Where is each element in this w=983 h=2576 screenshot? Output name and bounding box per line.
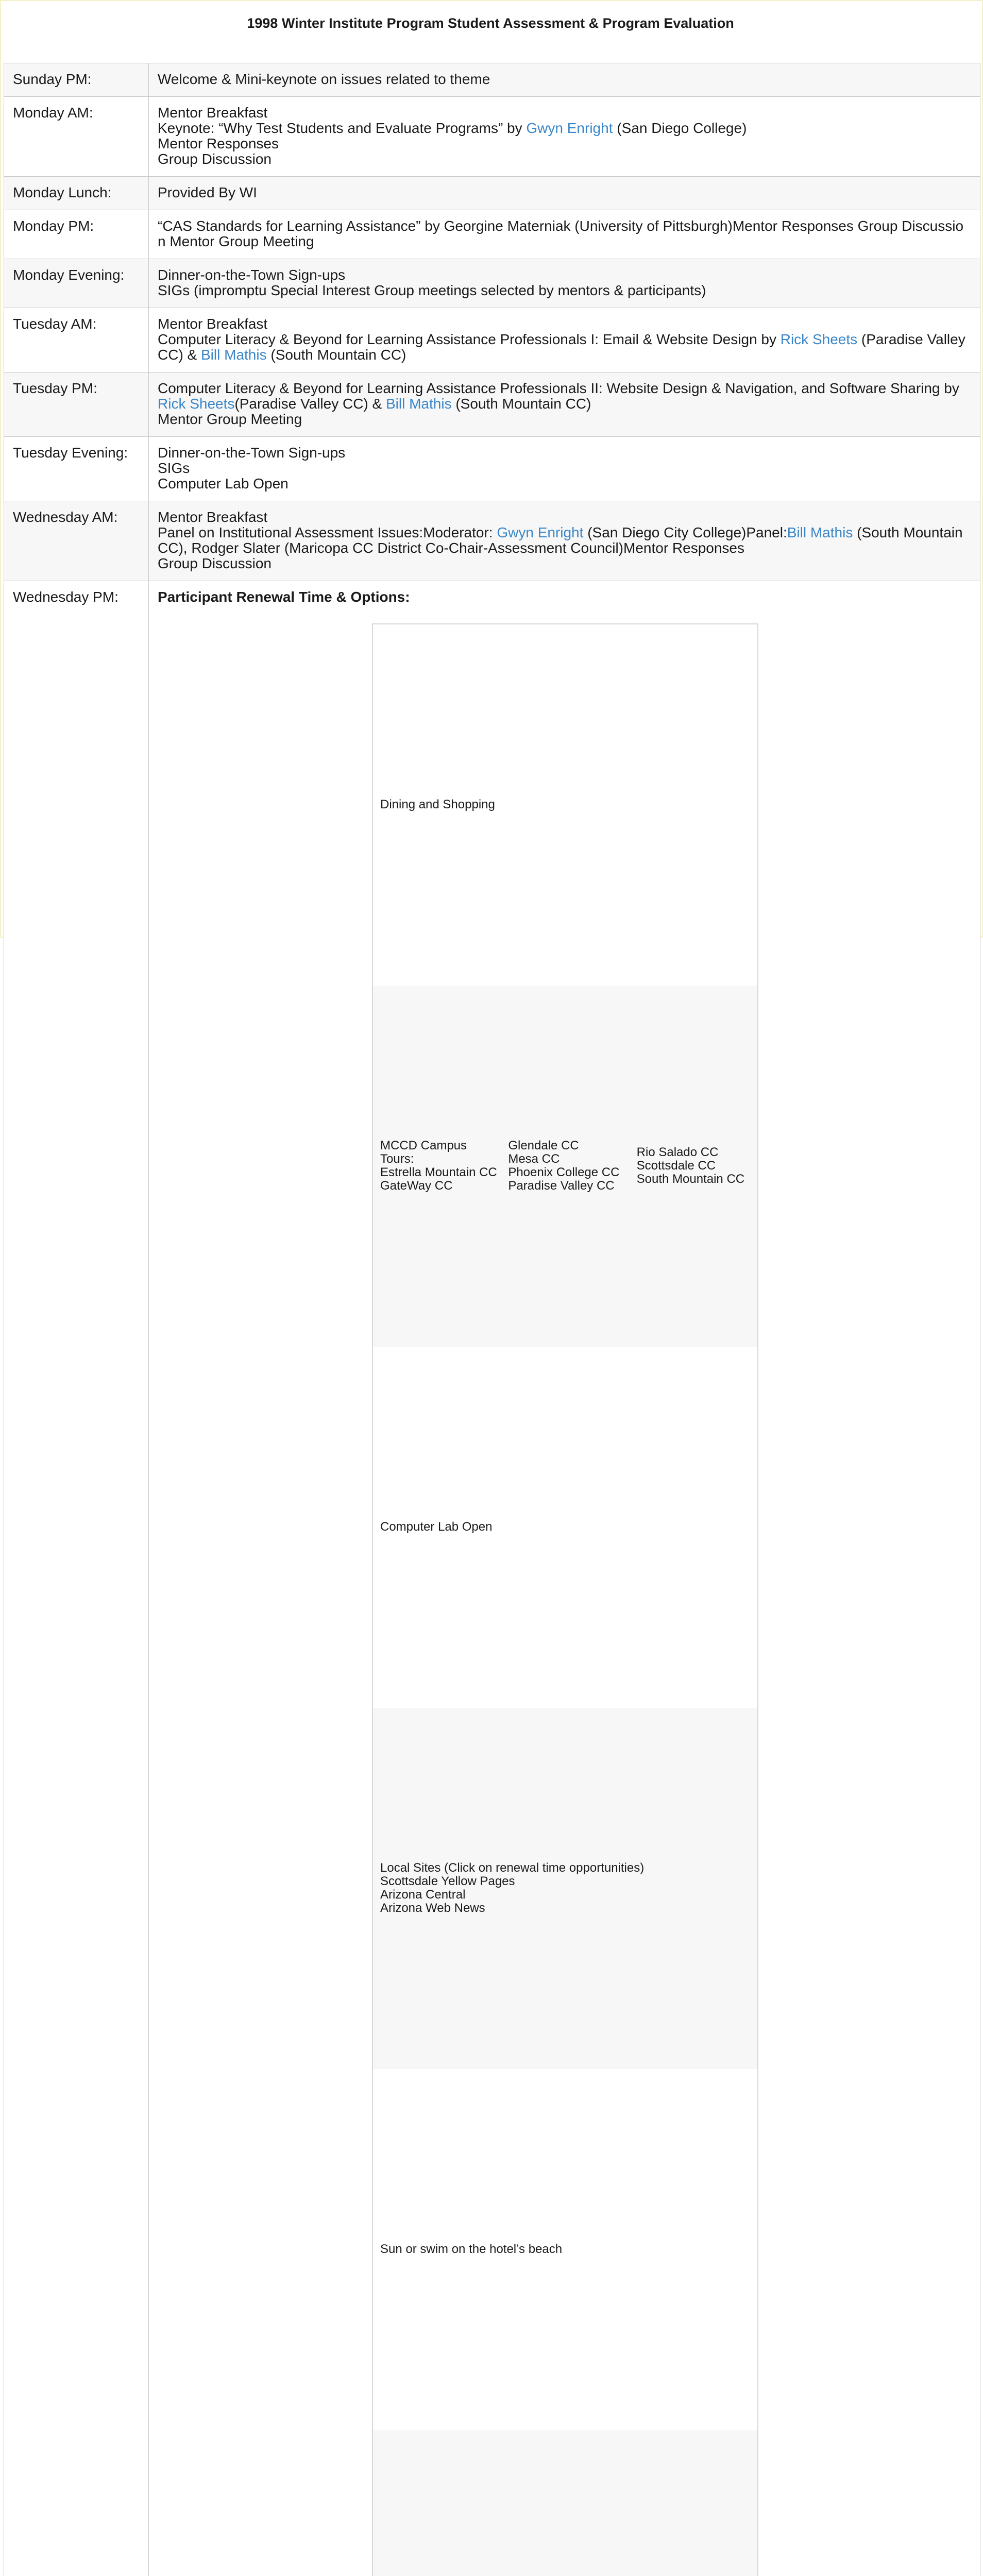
presenter-link-gwyn-enright[interactable]: Gwyn Enright (497, 524, 583, 540)
session-line: Mentor Responses (158, 136, 972, 151)
day-label: Wednesday AM: (4, 501, 149, 581)
page-title: 1998 Winter Institute Program Student Assessment & Program Evaluation (0, 0, 981, 63)
session-cell (149, 63, 980, 97)
session-cell (149, 259, 980, 308)
presenter-link-bill-mathis[interactable]: Bill Mathis (386, 396, 452, 412)
day-label: Monday AM: (4, 97, 149, 177)
table-row (4, 501, 980, 581)
session-line: Computer Lab Open (158, 476, 972, 492)
session-line: Mentor Breakfast (158, 316, 972, 332)
session-line: Mentor Breakfast (158, 105, 972, 121)
session-text: (South Mountain CC) (452, 396, 591, 412)
session-text: (Paradise Valley CC) & (234, 396, 386, 412)
tours-label: MCCD Campus (380, 1139, 501, 1153)
session-line (158, 332, 972, 363)
presenter-link-bill-mathis[interactable]: Bill Mathis (787, 524, 853, 540)
table-row (4, 372, 980, 437)
session-cell (149, 581, 980, 2576)
session-text: Keynote: “Why Test Students and Evaluate Programs” by (158, 120, 526, 136)
session-line: Mentor Breakfast (158, 510, 972, 525)
session-line: SIGs (impromptu Special Interest Group meetings selected by mentors & participants) (158, 283, 972, 298)
session-line: Group Discussion (158, 151, 972, 167)
schedule-table (4, 63, 980, 2576)
presenter-link-rick-sheets[interactable]: Rick Sheets (158, 396, 234, 412)
session-line (158, 121, 972, 136)
session-line: Group Discussion (158, 556, 972, 571)
session-line: Dinner-on-the-Town Sign-ups (158, 445, 972, 461)
campus-item: Rio Salado CC (637, 1146, 750, 1159)
day-label: Tuesday Evening: (4, 437, 149, 501)
campus-item: Paradise Valley CC (508, 1179, 629, 1193)
session-text: Computer Literacy & Beyond for Learning Assistance Professionals II: Website Design & Navigation, and Software Sharing by (158, 380, 959, 396)
campus-item: Mesa CC (508, 1153, 629, 1166)
campus-tours-col-1 (372, 986, 501, 1347)
table-row (4, 177, 980, 210)
session-text: (South Mountain CC) (267, 347, 406, 363)
session-cell (149, 501, 980, 581)
local-sites-line: Scottsdale Yellow Pages (380, 1875, 750, 1888)
presenter-link-gwyn-enright[interactable]: Gwyn Enright (526, 120, 613, 136)
renewal-heading: Participant Renewal Time & Options: (158, 589, 972, 605)
session-text: (South Mountain CC), Rodger Slater (Maricopa CC District Co-Chair-Assessment Council)Mentor Responses (158, 524, 963, 556)
session-line: Welcome & Mini-keynote on issues related to theme (158, 72, 972, 87)
local-sites-line: Local Sites (Click on renewal time opportunities) (380, 1861, 750, 1875)
presenter-link-bill-mathis[interactable]: Bill Mathis (201, 347, 267, 363)
option-row (372, 2069, 758, 2430)
option-on-your-own (372, 2430, 758, 2576)
local-sites-line: Arizona Web News (380, 1902, 750, 1915)
option-row (372, 1347, 758, 1708)
session-cell (149, 210, 980, 259)
local-sites-line: Arizona Central (380, 1888, 750, 1902)
campus-tours-col-2 (501, 986, 629, 1347)
session-line: Provided By WI (158, 185, 972, 200)
table-row (4, 437, 980, 501)
day-label: Monday PM: (4, 210, 149, 259)
campus-item: Phoenix College CC (508, 1166, 629, 1179)
day-label: Monday Lunch: (4, 177, 149, 210)
session-cell (149, 437, 980, 501)
session-text: Panel on Institutional Assessment Issues:Moderator: (158, 524, 497, 540)
day-label: Wednesday PM: (4, 581, 149, 2576)
table-row (4, 210, 980, 259)
session-cell (149, 372, 980, 437)
campus-item: GateWay CC (380, 1179, 501, 1193)
day-label: Monday Evening: (4, 259, 149, 308)
option-row (372, 2430, 758, 2576)
session-cell (149, 177, 980, 210)
session-line: SIGs (158, 461, 972, 476)
campus-item: Scottsdale CC (637, 1159, 750, 1173)
session-line: Mentor Group Meeting (158, 412, 972, 427)
renewal-options-table (372, 623, 758, 2576)
session-cell (149, 97, 980, 177)
presenter-link-rick-sheets[interactable]: Rick Sheets (781, 331, 857, 347)
day-label: Tuesday AM: (4, 308, 149, 372)
session-line: “CAS Standards for Learning Assistance” by Georgine Materniak (University of Pittsburgh)Mentor Responses Group Discussio n Mentor Group Meeting (158, 218, 972, 249)
table-row (4, 581, 980, 2576)
session-cell (149, 308, 980, 372)
session-line (158, 381, 972, 412)
campus-item: Estrella Mountain CC (380, 1166, 501, 1179)
campus-tours-col-3 (630, 986, 758, 1347)
session-line: Dinner-on-the-Town Sign-ups (158, 267, 972, 283)
session-text: (Paradise Valley CC) & (158, 331, 965, 363)
day-label: Tuesday PM: (4, 372, 149, 437)
campus-item: South Mountain CC (637, 1173, 750, 1186)
option-beach: Sun or swim on the hotel’s beach (372, 2069, 758, 2430)
tours-label: Tours: (380, 1153, 501, 1166)
option-computer-lab: Computer Lab Open (372, 1347, 758, 1708)
table-row (4, 308, 980, 372)
table-row (4, 259, 980, 308)
option-row (372, 986, 758, 1347)
option-row (372, 624, 758, 986)
option-row (372, 1708, 758, 2069)
option-dining: Dining and Shopping (372, 624, 758, 986)
session-text: (San Diego College) (613, 120, 747, 136)
session-text: (San Diego City College)Panel: (583, 524, 787, 540)
day-label: Sunday PM: (4, 63, 149, 97)
table-row (4, 63, 980, 97)
session-line (158, 525, 972, 556)
options-wrapper (158, 605, 972, 2576)
campus-item: Glendale CC (508, 1139, 629, 1153)
option-local-sites (372, 1708, 758, 2069)
table-row (4, 97, 980, 177)
session-text: Computer Literacy & Beyond for Learning Assistance Professionals I: Email & Website Design by (158, 331, 781, 347)
